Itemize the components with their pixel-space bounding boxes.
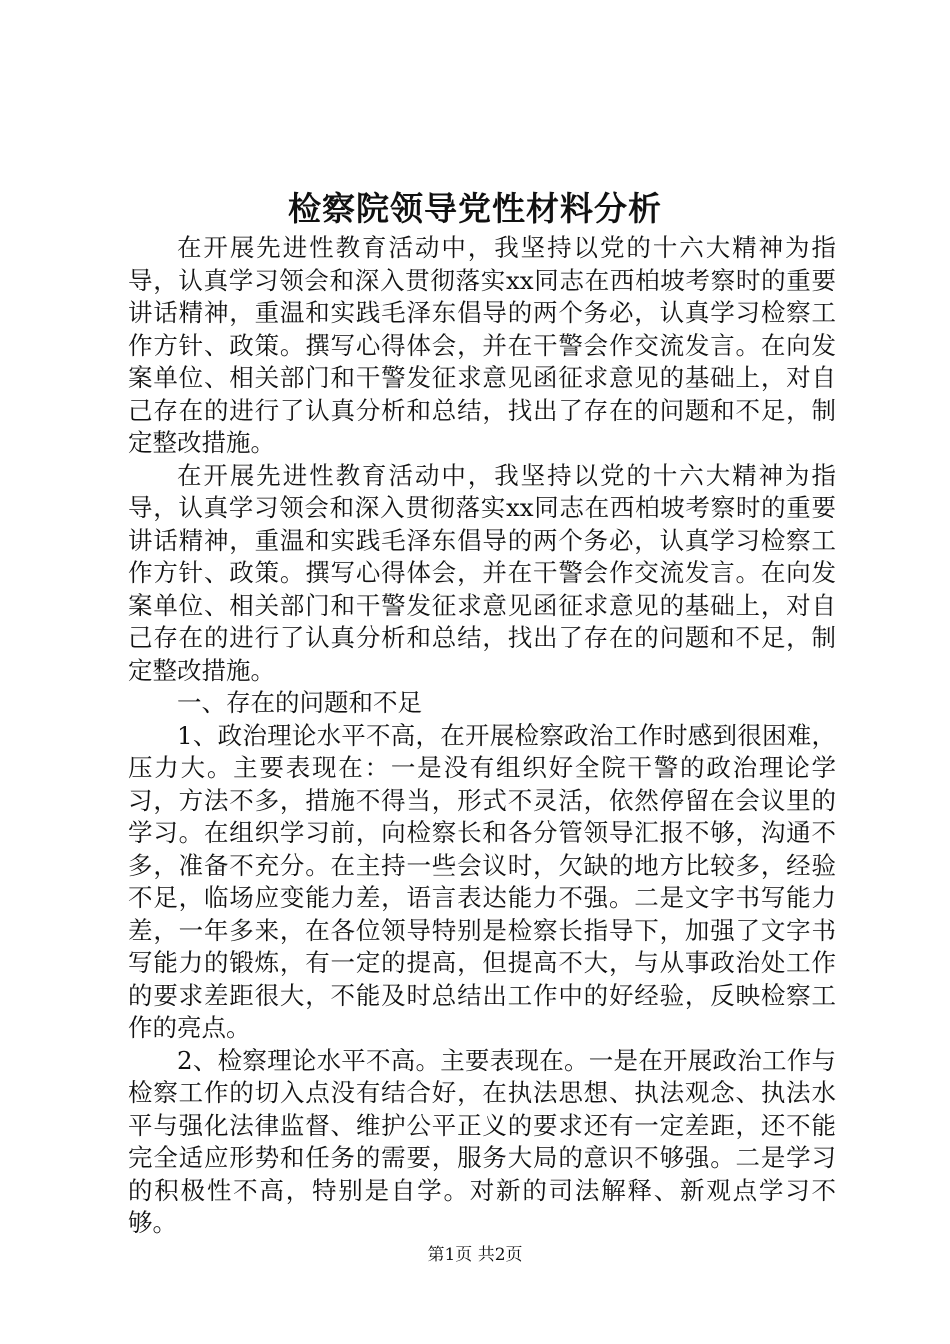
- page-footer: 第1页 共2页: [427, 1245, 523, 1265]
- paragraph: 在开展先进性教育活动中，我坚持以党的十六大精神为指导，认真学习领会和深入贯彻落实xx同志在西柏坡考察时的重要讲话精神，重温和实践毛泽东倡导的两个务必，认真学习检察工作方针、政策。撰写心得体会，并在干警会作交流发言。在向发案单位、相关部门和干警发征求意见函征求意见的基础上，对自己存在的进行了认真分析和总结，找出了存在的问题和不足，制定整改措施。: [128, 460, 836, 685]
- paragraph: 1、政治理论水平不高，在开展检察政治工作时感到很困难，压力大。主要表现在：一是没有组织好全院干警的政治理论学习，方法不多，措施不得当，形式不灵活，依然停留在会议里的学习。在组织学习前，向检察长和各分管领导汇报不够，沟通不多，准备不充分。在主持一些会议时，欠缺的地方比较多，经验不足，临场应变能力差，语言表达能力不强。二是文字书写能力差，一年多来，在各位领导特别是检察长指导下，加强了文字书写能力的锻炼，有一定的提高，但提高不大，与从事政治处工作的要求差距很大，不能及时总结出工作中的好经验，反映检察工作的亮点。: [128, 720, 836, 1042]
- section-heading: 一、存在的问题和不足: [177, 688, 422, 717]
- document-body: [128, 232, 836, 1240]
- paragraph: 在开展先进性教育活动中，我坚持以党的十六大精神为指导，认真学习领会和深入贯彻落实xx同志在西柏坡考察时的重要讲话精神，重温和实践毛泽东倡导的两个务必，认真学习检察工作方针、政策。撰写心得体会，并在干警会作交流发言。在向发案单位、相关部门和干警发征求意见函征求意见的基础上，对自己存在的进行了认真分析和总结，找出了存在的问题和不足，制定整改措施。: [128, 233, 836, 457]
- document-title: 检察院领导党性材料分析: [288, 189, 662, 228]
- paragraph: 2、检察理论水平不高。主要表现在。一是在开展政治工作与检察工作的切入点没有结合好，在执法思想、执法观念、执法水平与强化法律监督、维护公平正义的要求还有一定差距，还不能完全适应形势和任务的需要，服务大局的意识不够强。二是学习的积极性不高，特别是自学。对新的司法解释、新观点学习不够。: [128, 1045, 836, 1237]
